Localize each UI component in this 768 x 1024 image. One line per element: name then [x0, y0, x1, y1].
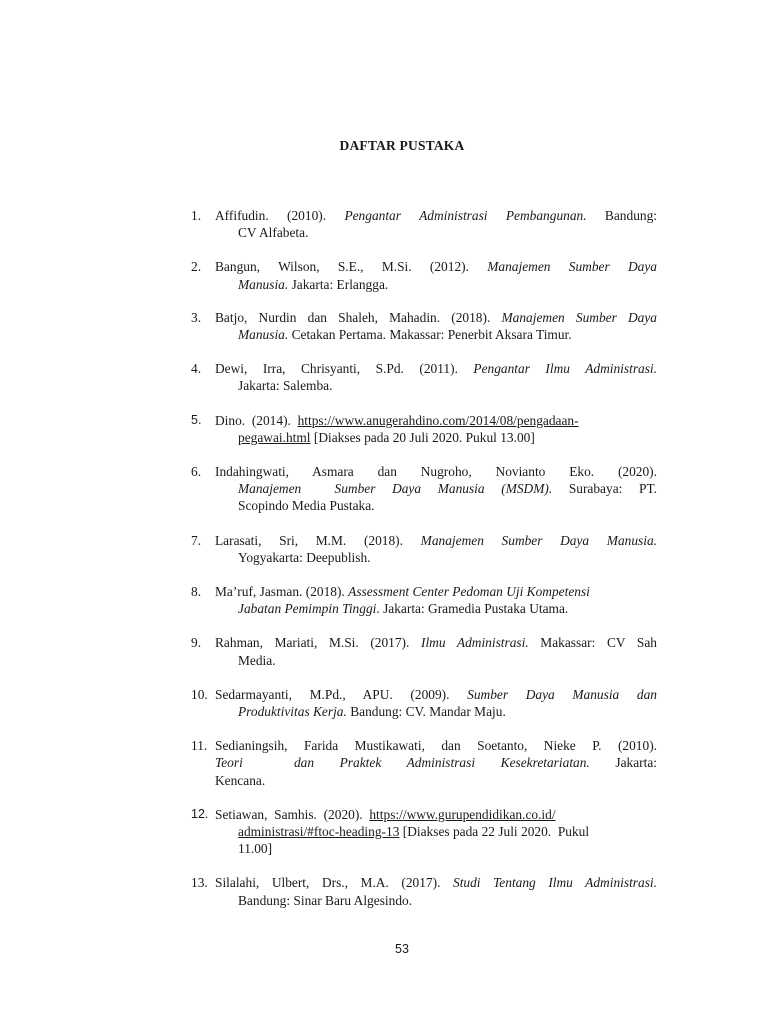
reference-line: Indahingwati, Asmara dan Nugroho, Novianto Eko. (2020). — [215, 464, 657, 480]
reference-line: Batjo, Nurdin dan Shaleh, Mahadin. (2018). Manajemen Sumber Daya — [215, 309, 657, 325]
reference-url-link[interactable]: https://www.anugerahdino.com/2014/08/pengadaan- — [297, 412, 579, 428]
reference-line: Rahman, Mariati, M.Si. (2017). Ilmu Administrasi. Makassar: CV Sah — [215, 635, 657, 651]
reference-item — [191, 806, 657, 858]
reference-line: administrasi/#ftoc-heading-13 [Diakses pada 22 Juli 2020. Pukul — [238, 824, 590, 840]
reference-item — [191, 634, 657, 668]
reference-item — [191, 207, 657, 241]
reference-number: 2. — [191, 259, 202, 275]
reference-number: 7. — [191, 532, 202, 548]
reference-url-link[interactable]: https://www.gurupendidikan.co.id/ — [369, 806, 556, 822]
reference-item — [191, 309, 657, 343]
reference-line: Scopindo Media Pustaka. — [238, 498, 375, 514]
reference-line: Setiawan, Samhis. (2020). https://www.gurupendidikan.co.id/ — [215, 806, 556, 822]
reference-url-link[interactable]: pegawai.html — [238, 429, 311, 445]
reference-line: Sedianingsih, Farida Mustikawati, dan Soetanto, Nieke P. (2010). — [215, 738, 657, 754]
reference-item — [191, 360, 657, 394]
reference-line: pegawai.html [Diakses pada 20 Juli 2020. Pukul 13.00] — [238, 429, 535, 445]
reference-line: Manusia. Cetakan Pertama. Makassar: Penerbit Aksara Timur. — [238, 327, 572, 343]
reference-line: Jabatan Pemimpin Tinggi. Jakarta: Gramedia Pustaka Utama. — [238, 601, 569, 617]
reference-number: 10. — [191, 686, 208, 702]
reference-item — [191, 874, 657, 908]
reference-line: Bandung: Sinar Baru Algesindo. — [238, 892, 413, 908]
reference-line: CV Alfabeta. — [238, 225, 309, 241]
reference-item — [191, 412, 657, 446]
page-number: 53 — [395, 942, 409, 956]
reference-line: Yogyakarta: Deepublish. — [238, 549, 371, 565]
reference-line: Larasati, Sri, M.M. (2018). Manajemen Sumber Daya Manusia. — [215, 532, 657, 548]
reference-line: Sedarmayanti, M.Pd., APU. (2009). Sumber Daya Manusia dan — [215, 686, 657, 702]
reference-line: Kencana. — [215, 772, 266, 788]
reference-line: Jakarta: Salemba. — [238, 378, 333, 394]
reference-item — [191, 532, 657, 566]
reference-list — [191, 207, 657, 909]
reference-item — [191, 686, 657, 720]
reference-line: Dewi, Irra, Chrisyanti, S.Pd. (2011). Pengantar Ilmu Administrasi. — [215, 361, 657, 377]
reference-item — [191, 583, 657, 617]
reference-number: 9. — [191, 635, 202, 651]
reference-item — [191, 737, 657, 789]
reference-url-link[interactable]: administrasi/#ftoc-heading-13 — [238, 824, 400, 840]
reference-line: Affifudin. (2010). Pengantar Administrasi Pembangunan. Bandung: — [215, 208, 657, 223]
reference-number: 13. — [191, 875, 208, 891]
reference-line: 11.00] — [238, 841, 273, 857]
reference-number: 1. — [191, 208, 202, 223]
reference-line: Manajemen Sumber Daya Manusia (MSDM). Surabaya: PT. — [238, 481, 657, 497]
page-title: DAFTAR PUSTAKA — [339, 138, 465, 153]
reference-line: Teori dan Praktek Administrasi Kesekretariatan. Jakarta: — [215, 755, 657, 771]
reference-item — [191, 463, 657, 515]
reference-number: 11. — [191, 738, 208, 754]
reference-line: Ma’ruf, Jasman. (2018). Assessment Center Pedoman Uji Kompetensi — [215, 584, 590, 600]
reference-line: Media. — [238, 652, 276, 668]
reference-line: Bangun, Wilson, S.E., M.Si. (2012). Manajemen Sumber Daya — [215, 259, 657, 275]
reference-line: Produktivitas Kerja. Bandung: CV. Mandar Maju. — [238, 704, 506, 720]
reference-line: Manusia. Jakarta: Erlangga. — [238, 276, 389, 292]
reference-number: 6. — [191, 464, 202, 480]
reference-number: 4. — [191, 361, 202, 377]
reference-number: 5. — [191, 412, 202, 427]
reference-line: Silalahi, Ulbert, Drs., M.A. (2017). Studi Tentang Ilmu Administrasi. — [215, 875, 657, 891]
reference-number: 12. — [191, 806, 209, 821]
reference-item — [191, 258, 657, 292]
reference-number: 3. — [191, 309, 202, 325]
reference-line: Dino. (2014). https://www.anugerahdino.com/2014/08/pengadaan- — [215, 412, 579, 428]
reference-number: 8. — [191, 584, 202, 600]
